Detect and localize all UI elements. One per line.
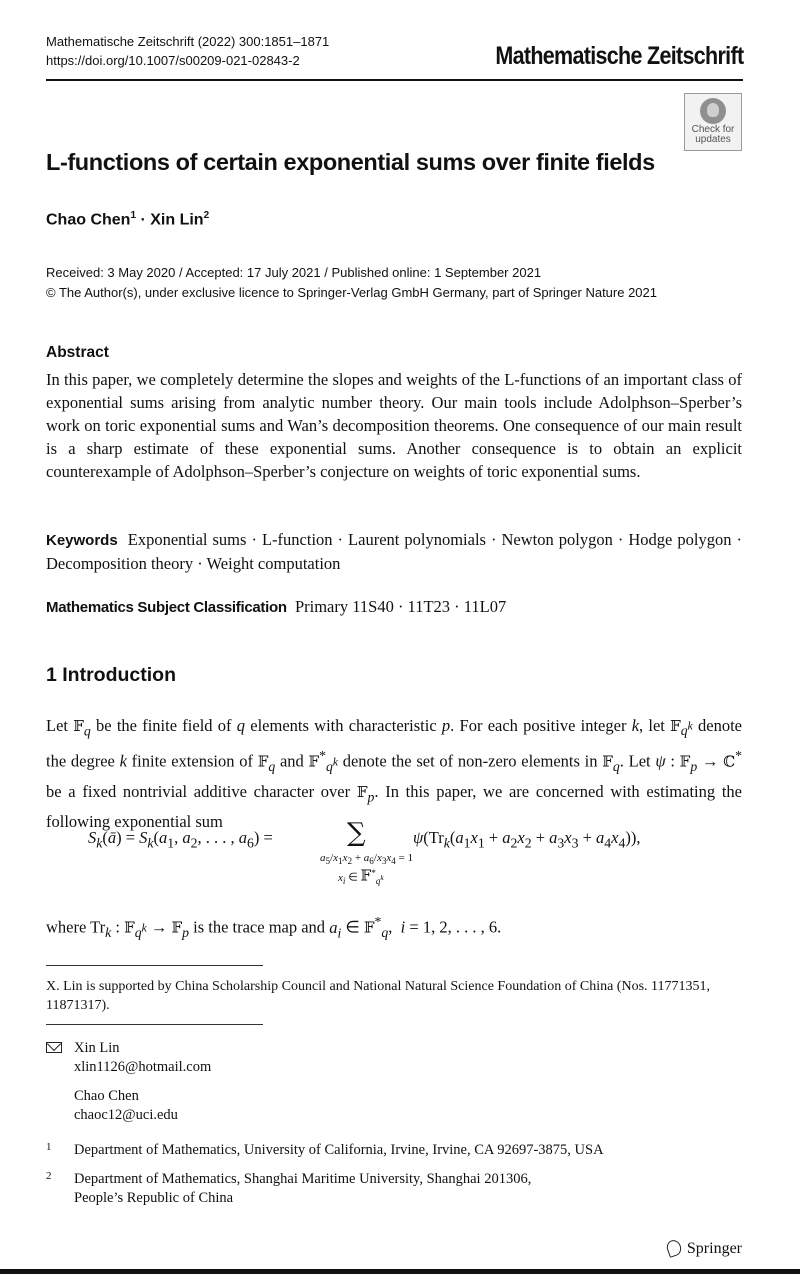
keywords [46,528,742,575]
contact-email[interactable]: chaoc12@uci.edu [74,1107,178,1123]
contact-email[interactable]: xlin1126@hotmail.com [74,1059,212,1075]
author-name[interactable]: Chao Chen [46,211,131,229]
footnote-rule [46,965,263,966]
msc-codes: Primary 11S40 · 11T23 · 11L07 [294,597,507,616]
footnote-rule [46,1024,263,1025]
abstract-text: In this paper, we completely determine the slopes and weights of the L-functions of an important class of exponential sums arising from analytic number theory. Our main tools include Adolphson–Sperber’s work on toric exponential sums and Wan’s decomposition theorems. One consequence of our main result is a sharp estimate of these exponential sums. Another consequence is to obtain an explicit counterexample of Adolphson–Sperber’s conjecture on weights of toric exponential sums. [46,370,742,481]
author-name[interactable]: Xin Lin [150,211,204,229]
keywords-text: Exponential sums · L-function · Laurent polynomials · Newton polygon · Hodge polygon · Decomposition theory · Weight computation [46,530,742,573]
funding-footnote: X. Lin is supported by China Scholarship Council and National Natural Science Foundation of China (Nos. 11771351, 11871317). [46,979,710,1013]
corresponding-authors [74,1039,211,1125]
affiliation-mark: 2 [203,210,210,221]
display-equation [88,818,748,898]
summation-symbol: ∑ [347,818,366,848]
section-heading: 1 Introduction [46,664,176,686]
check-for-updates-icon [700,98,726,124]
summation-conditions: $a_5/x_1x_2 + a_6/x_3x_4 = 1$ $x_i$ ∈ 𝔽*$_{q^k}$ [320,852,414,887]
publisher-name: Springer [686,1240,742,1257]
publication-history: Received: 3 May 2020 / Accepted: 17 July 2021 / Published online: 1 September 2021 [46,265,542,280]
intro-paragraph: Let 𝔽$_q$ be the finite field of q elements with characteristic p. For each positive integer k, let 𝔽$_{q^k}$ denote the degree k finite extension of 𝔽$_q$ and 𝔽*$_{q^k}$ denote the set of non-zero elements in 𝔽$_q$. Let ψ : 𝔽$_p$ → ℂ* be a fixed nontrivial additive character over 𝔽$_p$. In this paper, we are concerned with estimating the following exponential sum [46,716,743,832]
copyright-notice: © The Author(s), under exclusive licence to Springer-Verlag GmbH Germany, part of Springer Nature 2021 [46,285,657,300]
affiliation-text: Department of Mathematics, Shanghai Maritime University, Shanghai 201306, People’s Republic of China [74,1171,532,1206]
page-bottom-edge [0,1269,800,1274]
affiliation-text: Department of Mathematics, University of California, Irvine, Irvine, CA 92697-3875, USA [74,1142,604,1158]
affiliation-mark: 1 [130,210,137,221]
keywords-label: Keywords [46,532,118,549]
envelope-icon [46,1042,62,1053]
msc-label: Mathematics Subject Classification [46,599,287,616]
abstract-heading: Abstract [46,344,109,361]
springer-knight-icon [665,1238,684,1258]
affiliation-number: 2 [46,1170,52,1182]
doi-link[interactable]: https://doi.org/10.1007/s00209-021-02843-2 [46,53,300,68]
check-for-updates-label: Check for updates [691,124,735,145]
subject-classification [46,597,506,617]
affiliation-number: 1 [46,1141,52,1153]
contact-name: Xin Lin [74,1040,120,1056]
paper-title: L-functions of certain exponential sums over finite fields [46,149,655,175]
equation-explanation: where $Tr_k$ : 𝔽$_{q^k}$ → 𝔽$_p$ is the trace map and $a_i$ ∈ 𝔽*$_q$, i = 1, 2, . . . , 6. [46,914,502,940]
journal-citation: Mathematische Zeitschrift (2022) 300:1851–1871 [46,34,330,49]
publication-dates [46,263,657,303]
running-header [46,32,329,70]
equation-lhs: $S_k(ā) = S_k(a_1$, $a_2$, . . . , $a_6$) = [88,828,273,851]
author-separator: · [136,211,151,229]
author-list [46,210,209,229]
equation-rhs: $\psi(Tr_k(a_1x_1 + a_2x_2 + a_3x_3 + a_4x_4))$, [413,828,641,851]
publisher-logo [667,1240,742,1258]
check-for-updates-button[interactable] [684,93,742,151]
contact-name: Chao Chen [74,1088,139,1104]
journal-name: Mathematische Zeitschrift [494,42,743,70]
header-rule [46,79,743,81]
